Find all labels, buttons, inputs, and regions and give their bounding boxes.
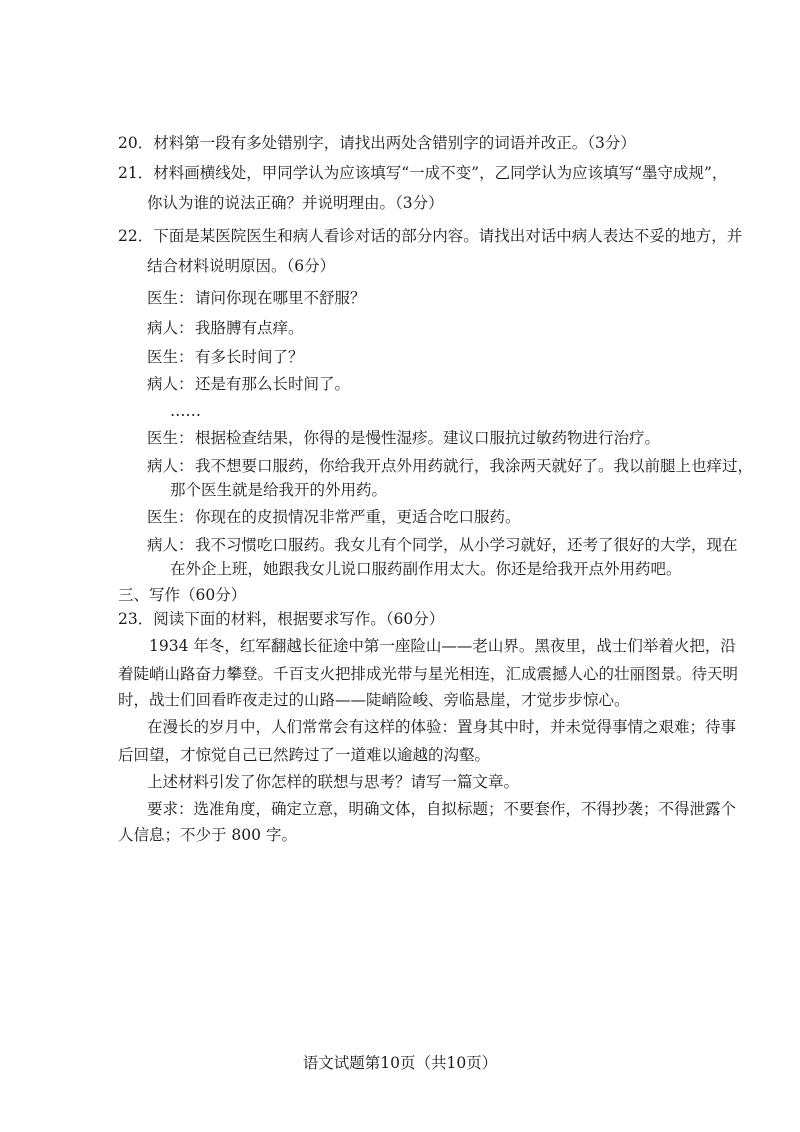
dialogue-text: 你现在的皮损情况非常严重，更适合吃口服药。 <box>195 508 521 526</box>
dialogue-text: 请问你现在哪里不舒服？ <box>195 289 366 307</box>
dialogue-speaker: 病人： <box>147 457 194 475</box>
dialogue-text: 我不想要口服药，你给我开点外用药就行，我涂两天就好了。我以前腿上也痒过， <box>195 457 754 475</box>
essay-material-p2-cont: 后回望，才惊觉自己已然跨过了一道难以逾越的沟壑。 <box>118 746 491 764</box>
question-23: 23．阅读下面的材料，根据要求写作。（60分） <box>118 610 445 628</box>
essay-prompt: 上述材料引发了你怎样的联想与思考？请写一篇文章。 <box>147 773 520 791</box>
essay-requirements: 要求：选准角度，确定立意，明确文体，自拟标题；不要套作，不得抄袭；不得泄露个 <box>147 800 737 818</box>
essay-material-p1: 1934 年冬，红军翻越长征途中第一座险山——老山界。黑夜里，战士们举着火把，沿 <box>149 637 736 655</box>
question-21-line-1: 21．材料画横线处，甲同学认为应该填写“一成不变”，乙同学认为应该填写“墨守成规”， <box>118 164 728 182</box>
essay-material-p1-cont: 时，战士们回看昨夜走过的山路——陡峭险峻、旁临悬崖，才觉步步惊心。 <box>118 691 630 709</box>
essay-material-p1-cont: 着陡峭山路奋力攀登。千百支火把排成光带与星光相连，汇成震撼人心的壮丽图景。待天明 <box>118 665 739 683</box>
dialogue-text-cont: 在外企上班，她跟我女儿说口服药副作用太大。你还是给我开点外用药吧。 <box>170 560 682 578</box>
section-heading: 三、写作（60分） <box>118 586 247 604</box>
dialogue-speaker: 病人： <box>147 536 194 554</box>
dialogue-speaker: 医生： <box>147 289 194 307</box>
dialogue-speaker: 病人： <box>147 319 194 337</box>
page-footer: 语文试题第10页（共10页） <box>302 1054 498 1072</box>
dialogue-text: 还是有那么长时间了。 <box>195 375 351 393</box>
dialogue-text: 有多长时间了？ <box>195 348 304 366</box>
question-21-line-2: 你认为谁的说法正确？并说明理由。（3分） <box>147 194 444 212</box>
dialogue-ellipsis: …… <box>170 402 201 420</box>
question-22-line-1: 22．下面是某医院医生和病人看诊对话的部分内容。请找出对话中病人表达不妥的地方，并 <box>118 227 743 245</box>
question-20: 20．材料第一段有多处错别字，请找出两处含错别字的词语并改正。（3分） <box>118 134 636 152</box>
essay-material-p2: 在漫长的岁月中，人们常常会有这样的体验：置身其中时，并未觉得事情之艰难；待事 <box>147 718 737 736</box>
question-22-line-2: 结合材料说明原因。（6分） <box>147 257 336 275</box>
dialogue-speaker: 病人： <box>147 375 194 393</box>
dialogue-text-cont: 那个医生就是给我开的外用药。 <box>170 481 388 499</box>
dialogue-speaker: 医生： <box>147 348 194 366</box>
essay-requirements-cont: 人信息；不少于 800 字。 <box>118 826 297 844</box>
dialogue-speaker: 医生： <box>147 508 194 526</box>
dialogue-text: 我胳膊有点痒。 <box>195 319 304 337</box>
dialogue-text: 我不习惯吃口服药。我女儿有个同学，从小学习就好，还考了很好的大学，现在 <box>195 536 738 554</box>
dialogue-text: 根据检查结果，你得的是慢性湿疹。建议口服抗过敏药物进行治疗。 <box>195 429 661 447</box>
dialogue-speaker: 医生： <box>147 429 194 447</box>
